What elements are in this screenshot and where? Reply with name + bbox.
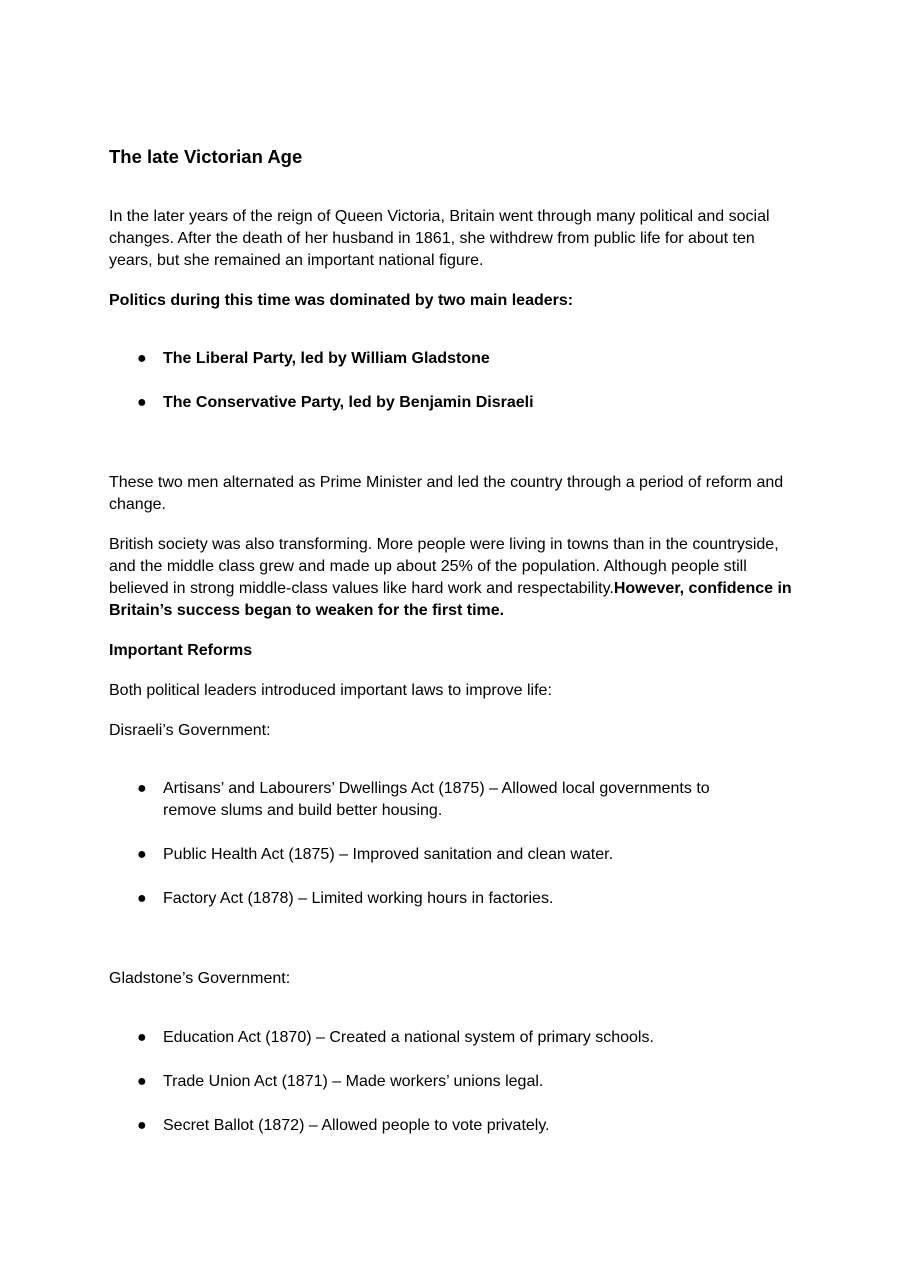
bullet-icon: ● <box>137 780 147 797</box>
reform-dwellings-act: Artisans’ and Labourers’ Dwellings Act (1875) – Allowed local governments to remove slums and build better housing. <box>163 780 710 819</box>
reforms-heading: Important Reforms <box>109 642 253 659</box>
intro-paragraph: In the later years of the reign of Queen Victoria, Britain went through many political and social changes. After the death of her husband in 1861, she withdrew from public life for about ten years, but she remained an important national figure. <box>109 208 770 269</box>
reform-secret-ballot: Secret Ballot (1872) – Allowed people to vote privately. <box>163 1117 550 1134</box>
disraeli-heading: Disraeli’s Government: <box>109 722 271 739</box>
leader-conservative: The Conservative Party, led by Benjamin Disraeli <box>163 394 534 411</box>
bullet-icon: ● <box>137 394 147 411</box>
bullet-icon: ● <box>137 350 147 367</box>
page-title: The late Victorian Age <box>109 146 303 167</box>
society-text: British society was also transforming. More people were living in towns than in the countryside, and the middle class grew and made up about 25% of the population. Although people still believed in strong middle-class values like hard work and respectability. <box>109 536 779 597</box>
reform-education-act: Education Act (1870) – Created a national system of primary schools. <box>163 1029 654 1046</box>
reform-trade-union-act: Trade Union Act (1871) – Made workers’ unions legal. <box>163 1073 544 1090</box>
politics-heading: Politics during this time was dominated by two main leaders: <box>109 292 574 309</box>
bullet-icon: ● <box>137 1029 147 1046</box>
bullet-icon: ● <box>137 890 147 907</box>
alternation-paragraph: These two men alternated as Prime Minister and led the country through a period of reform and change. <box>109 474 784 513</box>
bullet-icon: ● <box>137 1073 147 1090</box>
bullet-icon: ● <box>137 1117 147 1134</box>
society-emphasis: However, confidence in Britain’s success began to weaken for the first time. <box>109 580 792 619</box>
society-paragraph <box>109 534 799 622</box>
bullet-icon: ● <box>137 846 147 863</box>
gladstone-heading: Gladstone’s Government: <box>109 970 291 987</box>
leader-liberal: The Liberal Party, led by William Gladstone <box>163 350 490 367</box>
reforms-intro: Both political leaders introduced important laws to improve life: <box>109 682 552 699</box>
reform-factory-act: Factory Act (1878) – Limited working hours in factories. <box>163 890 554 907</box>
reform-public-health-act: Public Health Act (1875) – Improved sanitation and clean water. <box>163 846 614 863</box>
